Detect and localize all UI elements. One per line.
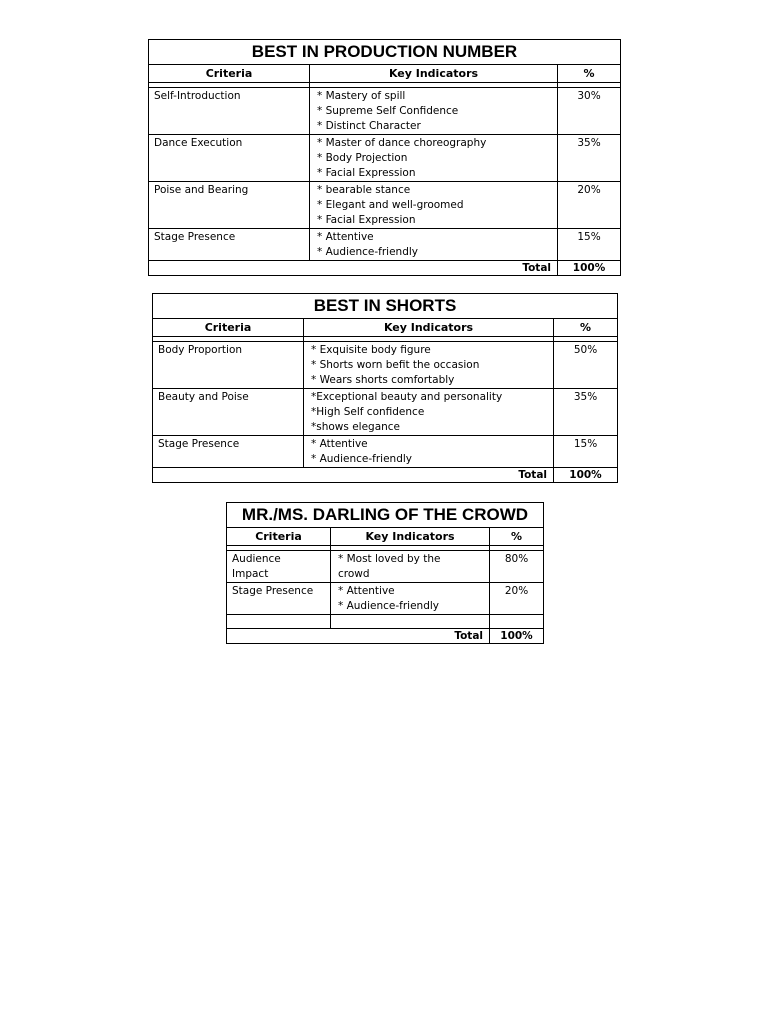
rubric-table-production-number	[148, 39, 621, 276]
total-row	[227, 629, 544, 644]
indicator-item: * Audience-friendly	[338, 600, 439, 612]
percent-cell: 35%	[554, 389, 618, 436]
indicator-item: * Distinct Character	[317, 120, 421, 132]
table-row	[153, 436, 618, 468]
indicators-cell	[310, 182, 558, 229]
percent-cell: 30%	[558, 88, 621, 135]
indicator-item: * Attentive	[338, 585, 395, 597]
percent-header: %	[558, 65, 621, 83]
indicator-item: * Exquisite body figure	[311, 344, 431, 356]
indicator-item: * Audience-friendly	[317, 246, 418, 258]
table-title: BEST IN SHORTS	[153, 294, 618, 319]
criteria-cell: Dance Execution	[149, 135, 310, 182]
criteria-header: Criteria	[149, 65, 310, 83]
total-value: 100%	[558, 261, 621, 276]
indicator-item: * Facial Expression	[317, 167, 416, 179]
percent-header: %	[554, 319, 618, 337]
criteria-cell: Beauty and Poise	[153, 389, 304, 436]
rubric-table-shorts	[152, 293, 618, 483]
indicators-cell	[304, 342, 554, 389]
table-row	[149, 135, 621, 182]
percent-cell: 20%	[490, 583, 544, 615]
total-row	[153, 468, 618, 483]
criteria-cell: Audience Impact	[227, 551, 331, 583]
percent-header: %	[490, 528, 544, 546]
indicator-item: * Body Projection	[317, 152, 408, 164]
table-row	[153, 389, 618, 436]
percent-cell: 80%	[490, 551, 544, 583]
total-label: Total	[149, 261, 558, 276]
indicator-item: * Facial Expression	[317, 214, 416, 226]
indicator-item: * Master of dance choreography	[317, 137, 487, 149]
table-row	[153, 342, 618, 389]
indicators-header: Key Indicators	[304, 319, 554, 337]
indicator-item: * Supreme Self Confidence	[317, 105, 459, 117]
indicator-item: * bearable stance	[317, 184, 411, 196]
percent-cell: 20%	[558, 182, 621, 229]
table-row	[227, 551, 544, 583]
table-row	[149, 229, 621, 261]
indicator-item: * Most loved by the	[338, 553, 441, 565]
indicator-item: *High Self confidence	[311, 406, 425, 418]
criteria-cell: Body Proportion	[153, 342, 304, 389]
indicator-item: * Audience-friendly	[311, 453, 412, 465]
indicator-item: * Mastery of spill	[317, 90, 406, 102]
criteria-cell: Stage Presence	[153, 436, 304, 468]
indicators-cell	[331, 583, 490, 615]
total-row	[149, 261, 621, 276]
criteria-header: Criteria	[153, 319, 304, 337]
table-row	[149, 182, 621, 229]
indicator-item: * Shorts worn befit the occasion	[311, 359, 480, 371]
indicator-item: * Attentive	[317, 231, 374, 243]
total-value: 100%	[490, 629, 544, 644]
table-row	[149, 88, 621, 135]
indicators-cell	[304, 389, 554, 436]
criteria-cell: Poise and Bearing	[149, 182, 310, 229]
percent-cell: 50%	[554, 342, 618, 389]
total-label: Total	[153, 468, 554, 483]
indicators-header: Key Indicators	[331, 528, 490, 546]
percent-cell: 15%	[558, 229, 621, 261]
indicator-item: * Elegant and well-groomed	[317, 199, 464, 211]
rubric-table-darling-of-the-crowd	[226, 502, 544, 644]
criteria-cell: Self-Introduction	[149, 88, 310, 135]
criteria-cell: Stage Presence	[149, 229, 310, 261]
indicators-cell	[304, 436, 554, 468]
indicator-item: crowd	[338, 568, 370, 580]
indicators-cell	[331, 551, 490, 583]
percent-cell: 15%	[554, 436, 618, 468]
percent-cell: 35%	[558, 135, 621, 182]
indicator-item: *shows elegance	[311, 421, 401, 433]
indicators-header: Key Indicators	[310, 65, 558, 83]
indicator-item: *Exceptional beauty and personality	[311, 391, 503, 403]
table-title: MR./MS. DARLING OF THE CROWD	[227, 503, 544, 528]
total-label: Total	[227, 629, 490, 644]
criteria-header: Criteria	[227, 528, 331, 546]
indicators-cell	[310, 135, 558, 182]
table-title: BEST IN PRODUCTION NUMBER	[149, 40, 621, 65]
criteria-cell: Stage Presence	[227, 583, 331, 615]
indicator-item: * Wears shorts comfortably	[311, 374, 455, 386]
total-value: 100%	[554, 468, 618, 483]
table-row	[227, 615, 544, 629]
table-row	[227, 583, 544, 615]
indicators-cell	[310, 229, 558, 261]
indicator-item: * Attentive	[311, 438, 368, 450]
indicators-cell	[310, 88, 558, 135]
criteria-cell	[227, 615, 331, 629]
percent-cell	[490, 615, 544, 629]
indicators-cell	[331, 615, 490, 629]
